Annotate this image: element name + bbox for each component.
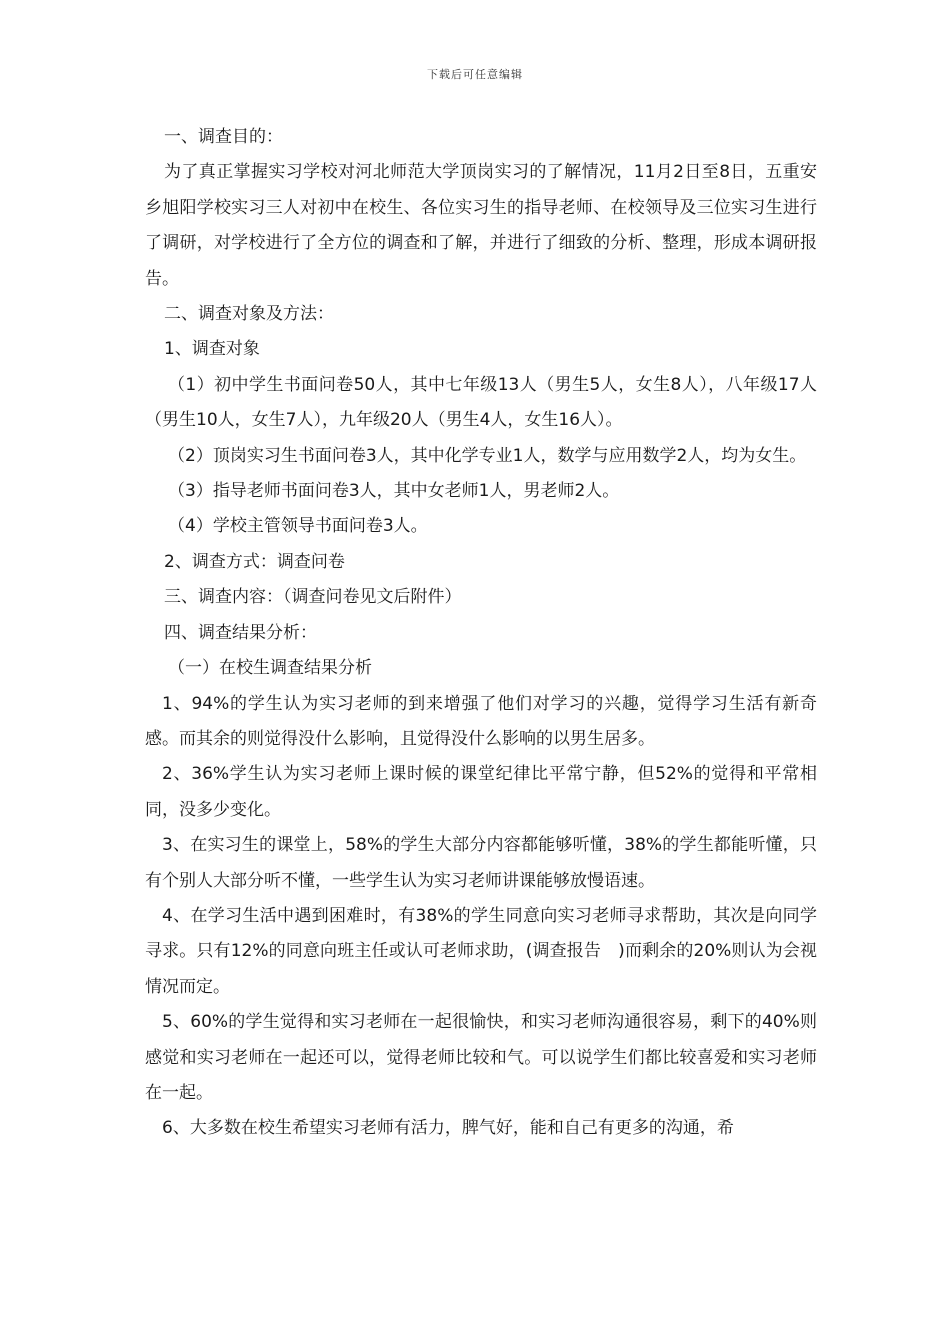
section-heading-purpose: 一、调查目的： xyxy=(164,127,283,147)
paragraph-subjects-interns: （2）顶岗实习生书面问卷3人，其中化学专业1人，数学与应用数学2人，均为女生。 xyxy=(168,445,807,466)
subheading-student-analysis: （一）在校生调查结果分析 xyxy=(168,658,372,679)
paragraph-purpose: 为了真正掌握实习学校对河北师范大学顶岗实习的了解情况，11月2日至8日，五重安乡旭阳学校实习三人对初中在校生、各位实习生的指导老师、在校领导及三位实习生进行了调研，对学校进行了全方位的调查和了解，并进行了细致的分析、整理，形成本调研报告。 xyxy=(145,162,817,289)
section-heading-content: 三、调查内容：（调查问卷见文后附件） xyxy=(164,587,462,608)
finding-1: 1、94%的学生认为实习老师的到来增强了他们对学习的兴趣，觉得学习生活有新奇感。而其余的则觉得没什么影响，且觉得没什么影响的以男生居多。 xyxy=(145,693,817,749)
paragraph-subjects-mentors: （3）指导老师书面问卷3人，其中女老师1人，男老师2人。 xyxy=(168,481,620,502)
section-heading-subjects-methods: 二、调查对象及方法： xyxy=(164,304,334,325)
finding-3: 3、在实习生的课堂上，58%的学生大部分内容都能够听懂，38%的学生都能听懂，只有个别人大部分听不懂，一些学生认为实习老师讲课能够放慢语速。 xyxy=(145,835,817,891)
paragraph-subjects-leaders: （4）学校主管领导书面问卷3人。 xyxy=(168,516,428,537)
header-note: 下载后可任意编辑 xyxy=(427,68,523,81)
finding-2: 2、36%学生认为实习老师上课时候的课堂纪律比平常宁静，但52%的觉得和平常相同，没多少变化。 xyxy=(145,764,817,820)
subheading-methods: 2、调查方式：调查问卷 xyxy=(164,551,345,572)
section-heading-analysis: 四、调查结果分析： xyxy=(164,622,317,643)
subheading-subjects: 1、调查对象 xyxy=(164,339,260,360)
paragraph-subjects-students: （1）初中学生书面问卷50人，其中七年级13人（男生5人，女生8人），八年级17人（男生10人，女生7人），九年级20人（男生4人，女生16人）。 xyxy=(145,374,817,431)
finding-6: 6、大多数在校生希望实习老师有活力，脾气好，能和自己有更多的沟通，希 xyxy=(162,1118,734,1139)
document-body xyxy=(145,120,817,1147)
finding-4: 4、在学习生活中遇到困难时，有38%的学生同意向实习老师寻求帮助，其次是向同学寻求。只有12%的同意向班主任或认可老师求助，(调查报告 )而剩余的20%则认为会视情况而定。 xyxy=(145,905,817,997)
finding-5: 5、60%的学生觉得和实习老师在一起很愉快，和实习老师沟通很容易，剩下的40%则感觉和实习老师在一起还可以，觉得老师比较和气。可以说学生们都比较喜爱和实习老师在一起。 xyxy=(145,1012,817,1103)
